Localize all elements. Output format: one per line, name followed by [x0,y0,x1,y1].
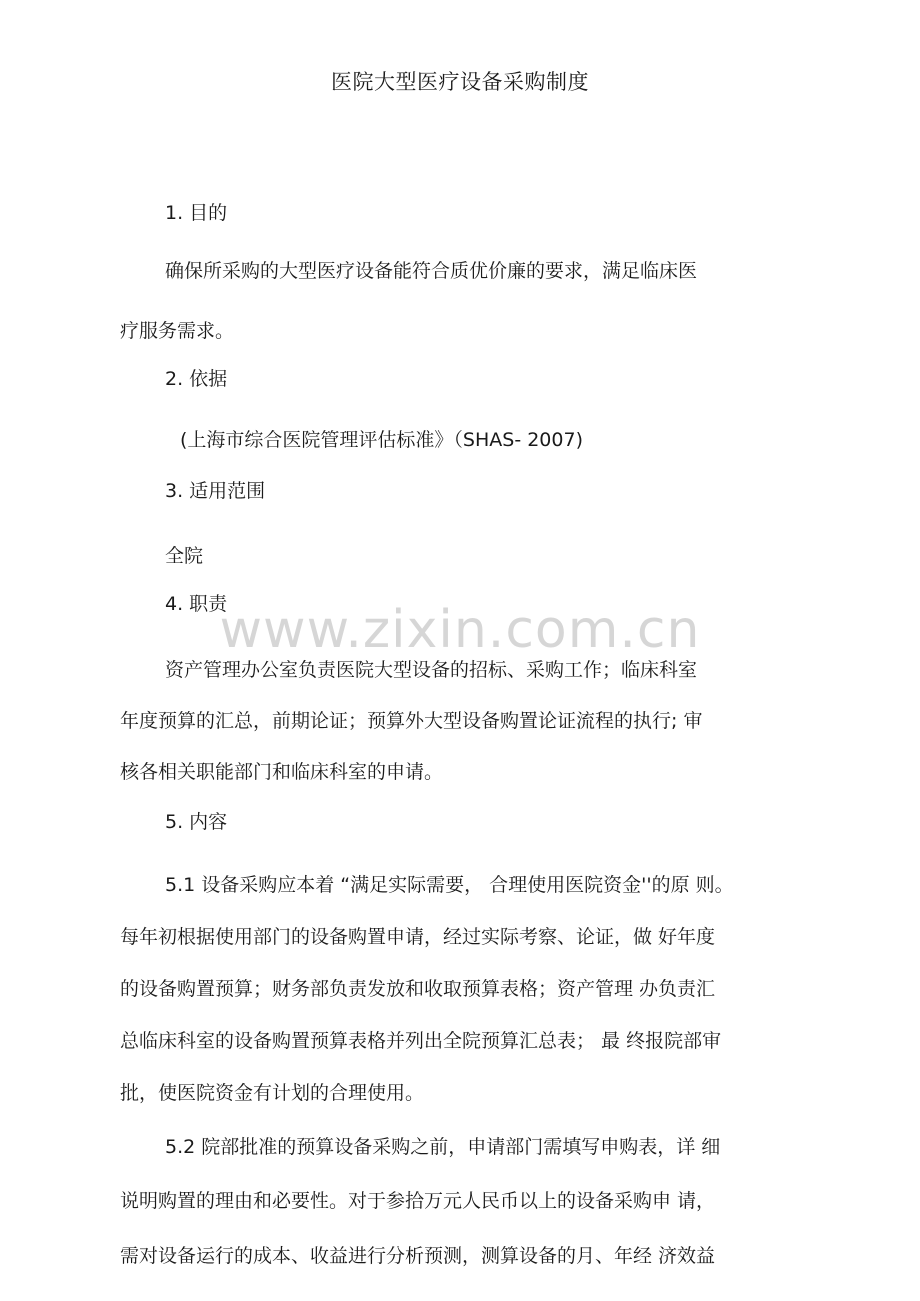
paragraph-line: 资产管理办公室负责医院大型设备的招标、采购工作；临床科室 [165,659,698,681]
heading-content: 5. 内容 [165,811,228,833]
paragraph-line: 疗服务需求。 [120,320,235,342]
paragraph-line: 批，使医院资金有计划的合理使用。 [120,1082,425,1104]
heading-purpose: 1. 目的 [165,202,228,224]
paragraph-line: 需对设备运行的成本、收益进行分析预测，测算设备的月、年经 济效益 [120,1245,716,1267]
paragraph-line: 5.2 院部批准的预算设备采购之前，申请部门需填写申购表，详 细 [165,1136,721,1158]
paragraph-line: 确保所采购的大型医疗设备能符合质优价廉的要求，满足临床医 [165,260,698,282]
paragraph-line: 年度预算的汇总，前期论证；预算外大型设备购置论证流程的执行; 审 [120,710,703,732]
paragraph-line: 核各相关职能部门和临床科室的申请。 [120,761,444,783]
paragraph-line: (上海市综合医院管理评估标准》（SHAS- 2007) [180,429,583,451]
watermark: www.zixin.com.cn [219,600,701,660]
paragraph-line: 说明购置的理由和必要性。对于参拾万元人民币以上的设备采购申 请， [120,1190,716,1212]
heading-responsibilities: 4. 职责 [165,593,228,615]
paragraph-line: 全院 [165,545,204,567]
heading-scope: 3. 适用范围 [165,480,266,502]
heading-basis: 2. 依据 [165,368,228,390]
paragraph-line: 总临床科室的设备购置预算表格并列出全院预算汇总表； 最 终报院部审 [120,1030,722,1052]
paragraph-line: 的设备购置预算；财务部负责发放和收取预算表格；资产管理 办负责汇 [120,978,716,1000]
paragraph-line: 每年初根据使用部门的设备购置申请，经过实际考察、论证，做 好年度 [120,926,716,948]
document-title: 医院大型医疗设备采购制度 [331,70,589,94]
paragraph-line: 5.1 设备采购应本着 “满足实际需要， 合理使用医院资金''的原 则。 [165,874,734,896]
